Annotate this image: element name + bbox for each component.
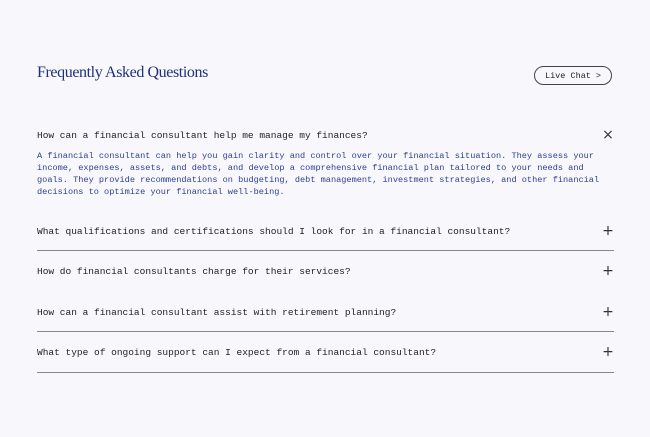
faq-item	[37, 224, 614, 238]
faq-item	[37, 264, 614, 278]
live-chat-label: Live Chat	[544, 70, 591, 81]
faq-question: How can a financial consultant assist with retirement planning?	[37, 306, 397, 318]
faq-answer: A financial consultant can help you gain clarity and control over your financial situation. They assess your income, expenses, assets, and debts, and develop a comprehensive financial plan tailored to your needs and goals. They provide recommendations on budgeting, debt management, investment strategies, and other financial decisions to optimize your financial well-being.	[37, 151, 600, 197]
faq-question-toggle[interactable]	[37, 224, 614, 238]
faq-question-toggle[interactable]	[37, 345, 614, 359]
live-chat-button[interactable]	[534, 66, 612, 85]
faq-question: How can a financial consultant help me manage my finances?	[37, 129, 368, 141]
faq-question: How do financial consultants charge for their services?	[37, 265, 351, 277]
faq-question-toggle[interactable]	[37, 264, 614, 278]
faq-question: What qualifications and certifications should I look for in a financial consultant?	[37, 225, 511, 237]
faq-question: What type of ongoing support can I expect from a financial consultant?	[37, 346, 437, 358]
faq-item	[37, 345, 614, 359]
faq-question-toggle[interactable]	[37, 128, 614, 142]
faq-item	[37, 128, 614, 198]
divider	[37, 331, 614, 332]
plus-icon[interactable]: +	[602, 304, 614, 320]
divider	[37, 250, 614, 251]
faq-question-toggle[interactable]	[37, 305, 614, 319]
chevron-right-icon: >	[595, 70, 602, 81]
faq-item	[37, 305, 614, 319]
plus-icon[interactable]: +	[602, 223, 614, 239]
divider	[37, 372, 614, 373]
plus-icon[interactable]: +	[602, 344, 614, 360]
page-title: Frequently Asked Questions	[37, 64, 208, 81]
plus-icon[interactable]: +	[602, 263, 614, 279]
close-icon[interactable]: ×	[602, 127, 614, 143]
